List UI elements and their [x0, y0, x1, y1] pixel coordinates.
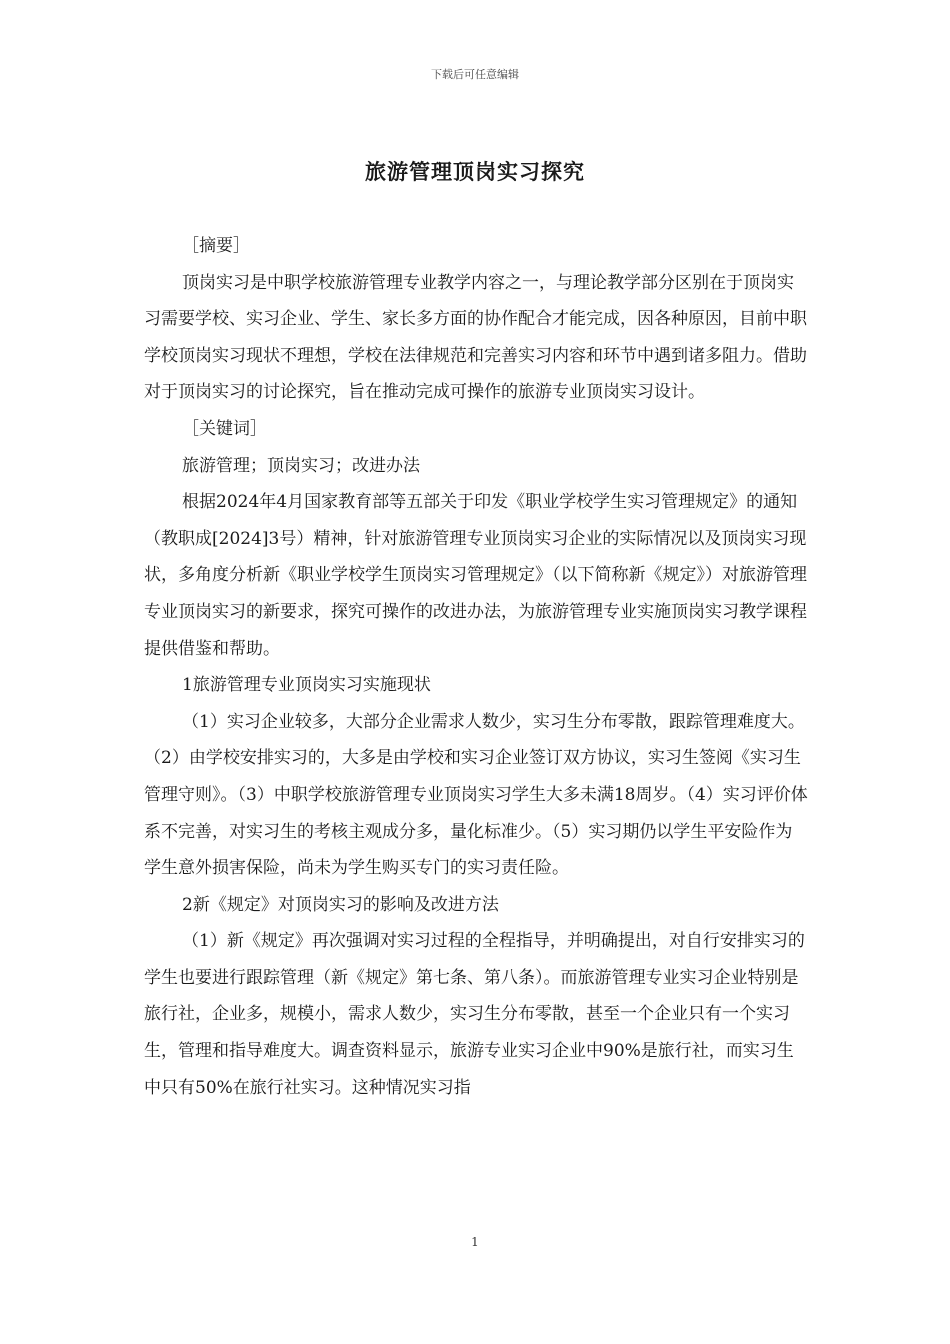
section-heading-1: 1旅游管理专业顶岗实习实施现状 [182, 675, 431, 696]
section-2-paragraph: （1）新《规定》再次强调对实习过程的全程指导，并明确提出，对自行安排实习的学生也要进行跟踪管理（新《规定》第七条、第八条）。而旅游管理专业实习企业特别是旅行社，企业多，规模小，需求人数少，实习生分布零散，甚至一个企业只有一个实习生，管理和指导难度大。调查资料显示，旅游专业实习企业中90%是旅行社，而实习生中只有50%在旅行社实习。这种情况实习指 [144, 931, 805, 1098]
document-title: 旅游管理顶岗实习探究 [365, 159, 585, 184]
page-header: 下载后可任意编辑 [431, 68, 519, 81]
intro-paragraph: 根据2024年4月国家教育部等五部关于印发《职业学校学生实习管理规定》的通知（教职成[2024]3号）精神，针对旅游管理专业顶岗实习企业的实际情况以及顶岗实习现状，多角度分析新《职业学校学生顶岗实习管理规定》（以下简称新《规定》）对旅游管理专业顶岗实习的新要求，探究可操作的改进办法，为旅游管理专业实施顶岗实习教学课程提供借鉴和帮助。 [144, 492, 807, 659]
abstract-heading: ［摘要］ [182, 236, 250, 256]
section-heading-2: 2新《规定》对顶岗实习的影响及改进方法 [182, 894, 499, 915]
page-number: 1 [471, 1235, 479, 1249]
section-1-paragraph: （1）实习企业较多，大部分企业需求人数少，实习生分布零散，跟踪管理难度大。（2）由学校安排实习的，大多是由学校和实习企业签订双方协议，实习生签阅《实习生管理守则》。（3）中职学校旅游管理专业顶岗实习学生大多未满18周岁。（4）实习评价体系不完善，对实习生的考核主观成分多，量化标准少。（5）实习期仍以学生平安险作为学生意外损害保险，尚未为学生购买专门的实习责任险。 [144, 711, 808, 879]
abstract-text: 顶岗实习是中职学校旅游管理专业教学内容之一，与理论教学部分区别在于顶岗实习需要学校、实习企业、学生、家长多方面的协作配合才能完成，因各种原因，目前中职学校顶岗实习现状不理想，学校在法律规范和完善实习内容和环节中遇到诸多阻力。借助对于顶岗实习的讨论探究，旨在推动完成可操作的旅游专业顶岗实习设计。 [144, 272, 807, 403]
keywords-heading: ［关键词］ [182, 418, 267, 439]
document-body [144, 228, 808, 1106]
keywords-text: 旅游管理；顶岗实习；改进办法 [182, 455, 420, 476]
